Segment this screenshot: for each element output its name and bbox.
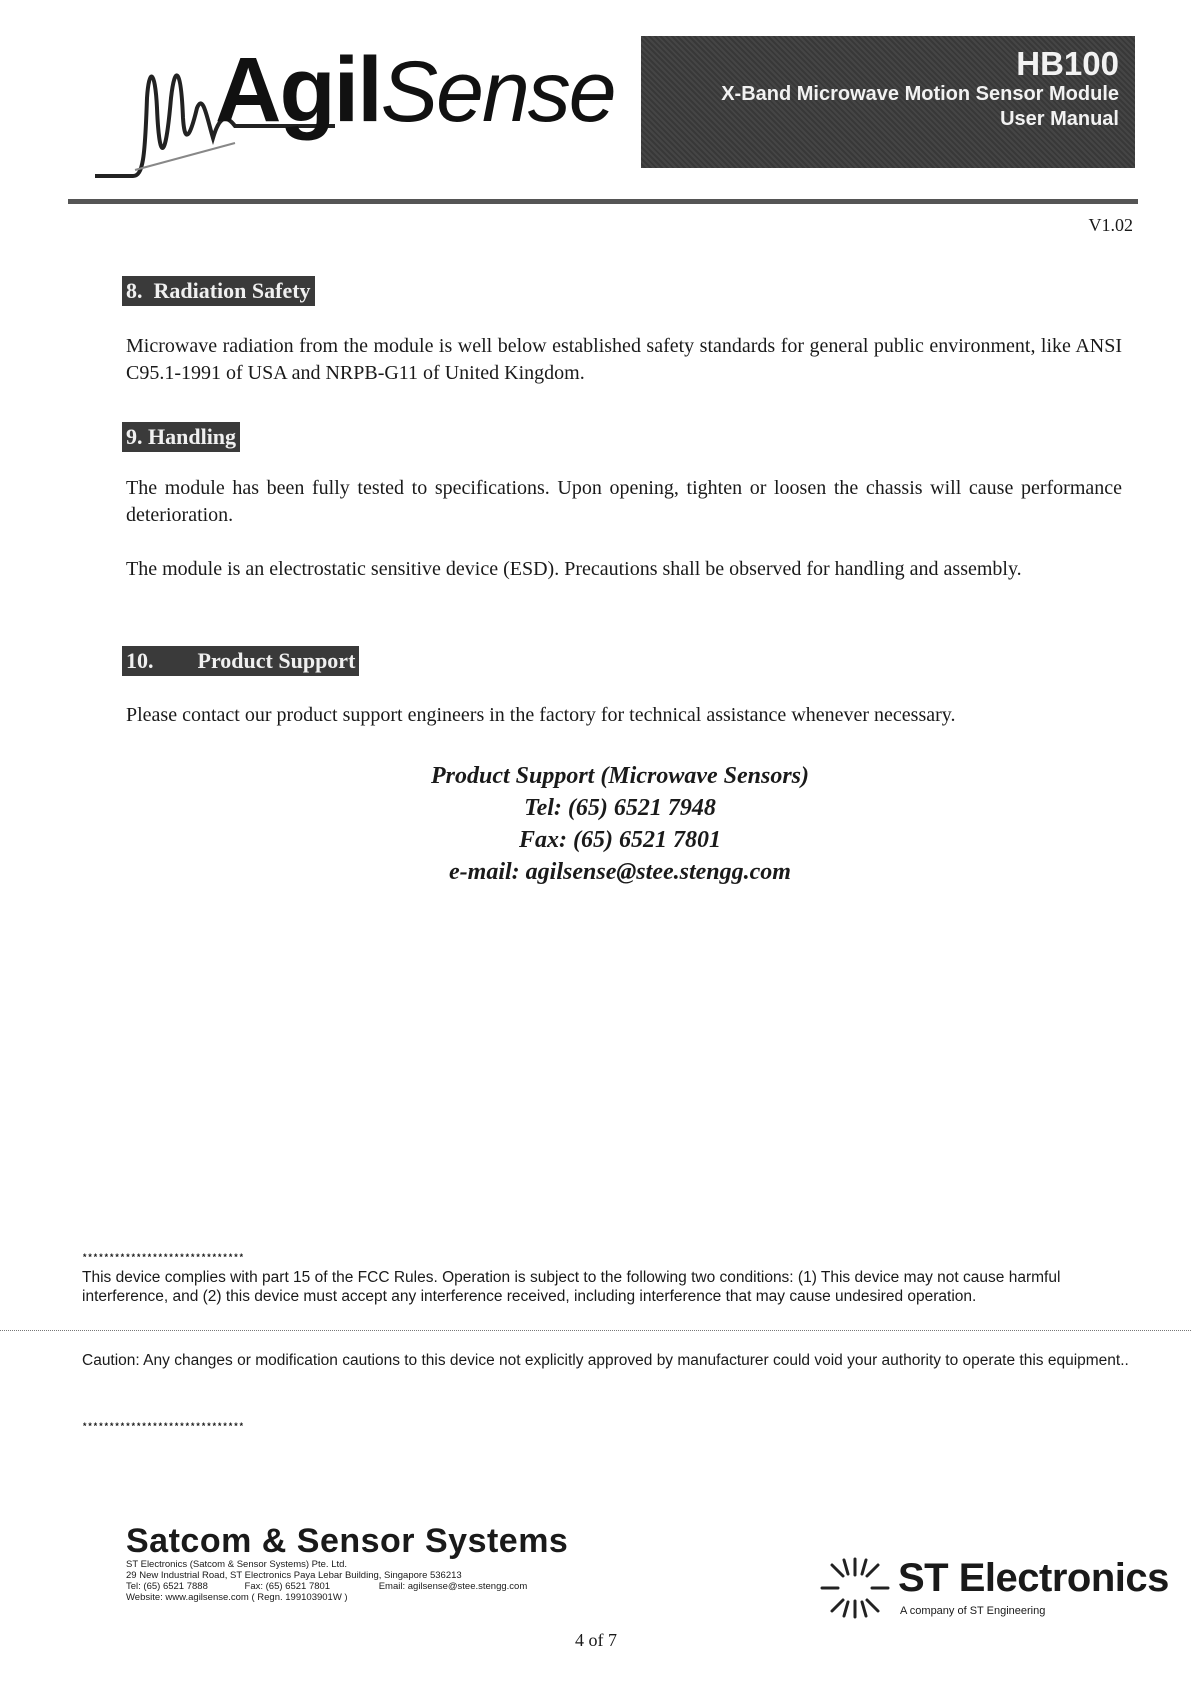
starburst-icon (818, 1555, 892, 1621)
st-electronics-tagline: A company of ST Engineering (900, 1605, 1046, 1617)
support-title: Product Support (Microwave Sensors) (430, 763, 810, 789)
model-number: HB100 (1016, 45, 1119, 82)
dotted-divider (0, 1330, 1191, 1331)
logo-sense: Sense (380, 44, 615, 140)
satcom-contact-line (126, 1581, 568, 1592)
fcc-statement: This device complies with part 15 of the FCC Rules. Operation is subject to the following two conditions: (1) This device may not cause harmful interference, and (2) this device must accept any interference received, including interference that may cause undesired operation. (82, 1269, 1061, 1305)
paragraph-handling-2: The module is an electrostatic sensitive device (ESD). Precautions shall be observed for handling and assembly. (126, 558, 1022, 580)
agilsense-logo (95, 38, 615, 198)
support-fax: Fax: (65) 6521 7801 (519, 827, 721, 853)
st-electronics-name: ST Electronics (898, 1556, 1169, 1600)
paragraph-radiation: Microwave radiation from the module is well below established safety standards for general public environment, like ANSI C95.1-1991 of USA and NRPB-G11 of United Kingdom. (126, 335, 1122, 384)
stars-divider-bottom: ****************************** (82, 1422, 245, 1432)
stars-divider-top: ****************************** (82, 1253, 245, 1263)
satcom-title: Satcom & Sensor Systems (126, 1522, 569, 1560)
support-tel: Tel: (65) 6521 7948 (524, 795, 716, 821)
support-contact-block (200, 760, 1040, 888)
product-subtitle: X-Band Microwave Motion Sensor Module (721, 83, 1119, 105)
section-heading-radiation-safety: 8. Radiation Safety (122, 276, 315, 306)
satcom-tel: Tel: (65) 6521 7888 (126, 1581, 208, 1592)
caution-statement: Caution: Any changes or modification cautions to this device not explicitly approved by manufacturer could void your authority to operate this equipment.. (82, 1352, 1129, 1369)
st-electronics-logo (818, 1555, 1169, 1625)
section-heading-handling: 9. Handling (122, 422, 240, 452)
title-box (641, 36, 1135, 168)
paragraph-support: Please contact our product support engineers in the factory for technical assistance whenever necessary. (126, 704, 956, 726)
satcom-company: ST Electronics (Satcom & Sensor Systems) Pte. Ltd. (126, 1559, 348, 1570)
version-label: V1.02 (1088, 215, 1133, 235)
page-number: 4 of 7 (575, 1630, 617, 1650)
satcom-website: Website: www.agilsense.com ( Regn. 199103901W ) (126, 1592, 348, 1603)
paragraph-handling-1: The module has been fully tested to specifications. Upon opening, tighten or loosen the chassis will cause performance deterioration. (126, 477, 1122, 526)
satcom-email: Email: agilsense@stee.stengg.com (378, 1581, 528, 1592)
logo-wordmark (215, 38, 615, 143)
doc-type: User Manual (1000, 108, 1119, 130)
satcom-fax: Fax: (65) 6521 7801 (244, 1581, 331, 1592)
section-heading-product-support: 10. Product Support (122, 646, 359, 676)
support-email: e-mail: agilsense@stee.stengg.com (449, 859, 791, 885)
logo-agil: Agil (215, 39, 381, 141)
header-rule (68, 199, 1138, 204)
satcom-address: 29 New Industrial Road, ST Electronics Paya Lebar Building, Singapore 536213 (126, 1570, 462, 1581)
satcom-block (126, 1523, 568, 1603)
